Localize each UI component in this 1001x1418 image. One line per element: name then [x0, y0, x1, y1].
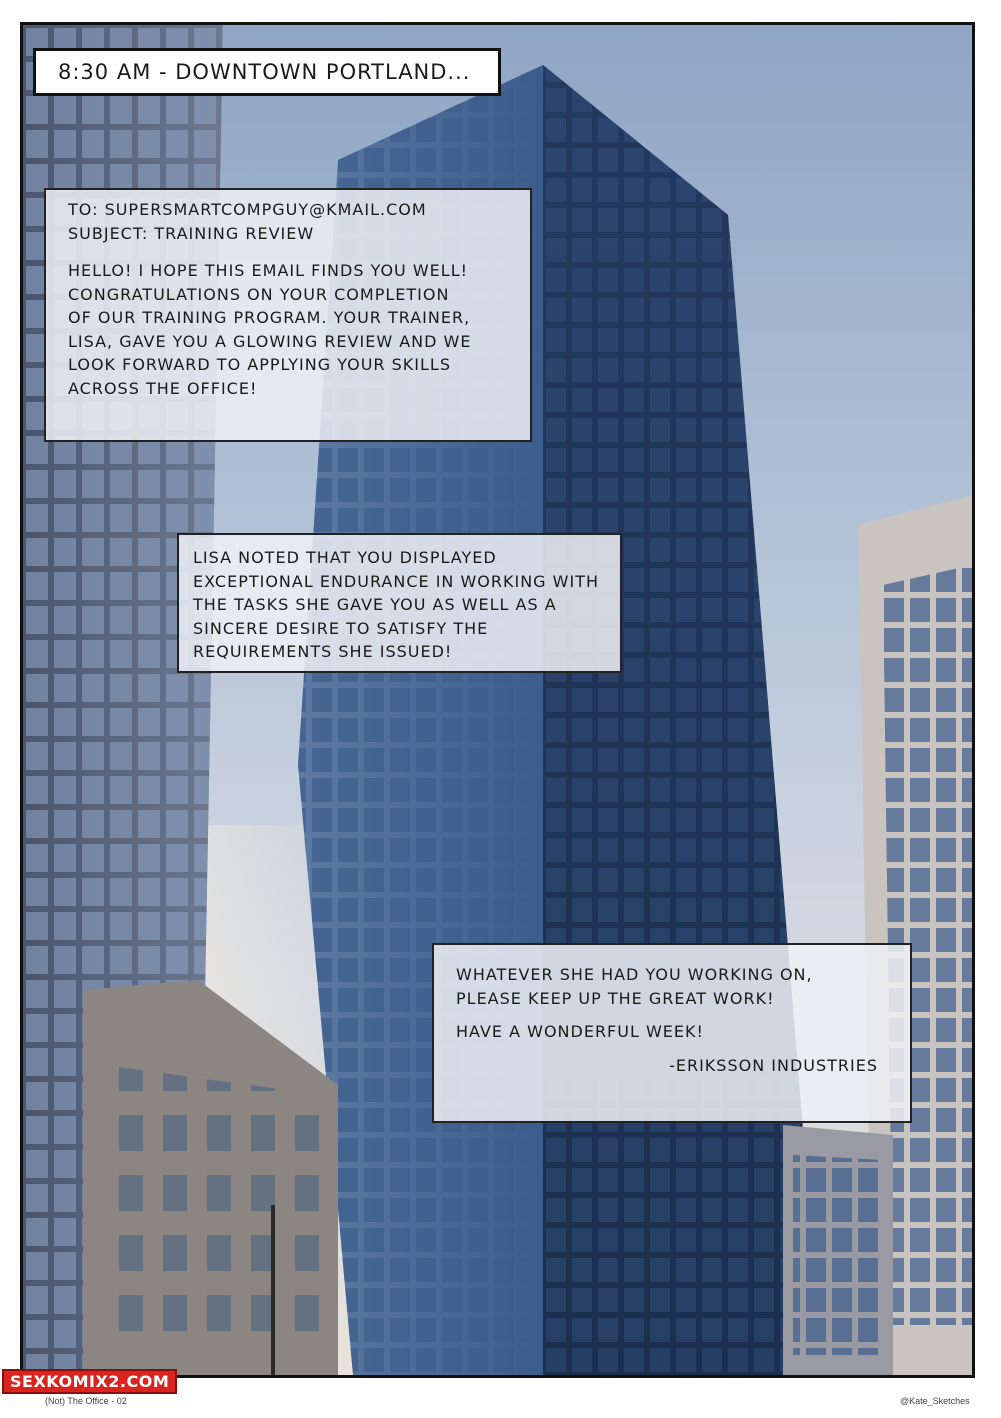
- email-body-line: HELLO! I HOPE THIS EMAIL FINDS YOU WELL!: [68, 261, 469, 280]
- caption-closing: [432, 943, 912, 1123]
- lisa-line: SINCERE DESIRE TO SATISFY THE: [193, 618, 489, 638]
- lisa-line: LISA NOTED THAT YOU DISPLAYED: [193, 548, 497, 567]
- closing-line: WHATEVER SHE HAD YOU WORKING ON,: [456, 965, 813, 984]
- email-body-line: CONGRATULATIONS ON YOUR COMPLETION: [68, 284, 450, 304]
- email-body-line: LISA, GAVE YOU A GLOWING REVIEW AND WE: [68, 331, 472, 351]
- email-body-line: OF OUR TRAINING PROGRAM. YOUR TRAINER,: [68, 308, 471, 327]
- email-body-line: LOOK FORWARD TO APPLYING YOUR SKILLS: [68, 355, 451, 374]
- footer-page-label: (Not) The Office - 02: [45, 1396, 127, 1406]
- glass-tower-side-windows: [543, 65, 823, 1375]
- caption-title: [33, 48, 501, 96]
- email-body-line: ACROSS THE OFFICE!: [68, 378, 258, 398]
- closing-line: PLEASE KEEP UP THE GREAT WORK!: [456, 988, 775, 1008]
- low-building-right-windows: [793, 1155, 883, 1355]
- footer-artist-credit: @Kate_Sketches: [900, 1396, 970, 1406]
- comic-panel: [20, 22, 975, 1378]
- lisa-line: THE TASKS SHE GAVE YOU AS WELL AS A: [193, 595, 557, 614]
- closing-signature: -ERIKSSON INDUSTRIES: [669, 1055, 878, 1075]
- site-watermark: SEXKOMIX2.COM: [2, 1369, 177, 1394]
- caption-title-text: 8:30 AM - DOWNTOWN PORTLAND...: [58, 60, 471, 84]
- lisa-line: EXCEPTIONAL ENDURANCE IN WORKING WITH: [193, 571, 600, 591]
- lisa-line: REQUIREMENTS SHE ISSUED!: [193, 642, 453, 661]
- closing-wish: HAVE A WONDERFUL WEEK!: [456, 1022, 704, 1041]
- low-building-windows: [103, 1065, 323, 1355]
- caption-email: [44, 188, 532, 442]
- email-to: TO: SUPERSMARTCOMPGUY@KMAIL.COM: [68, 200, 427, 219]
- email-subject: SUBJECT: TRAINING REVIEW: [68, 223, 315, 243]
- caption-lisa: [177, 533, 622, 673]
